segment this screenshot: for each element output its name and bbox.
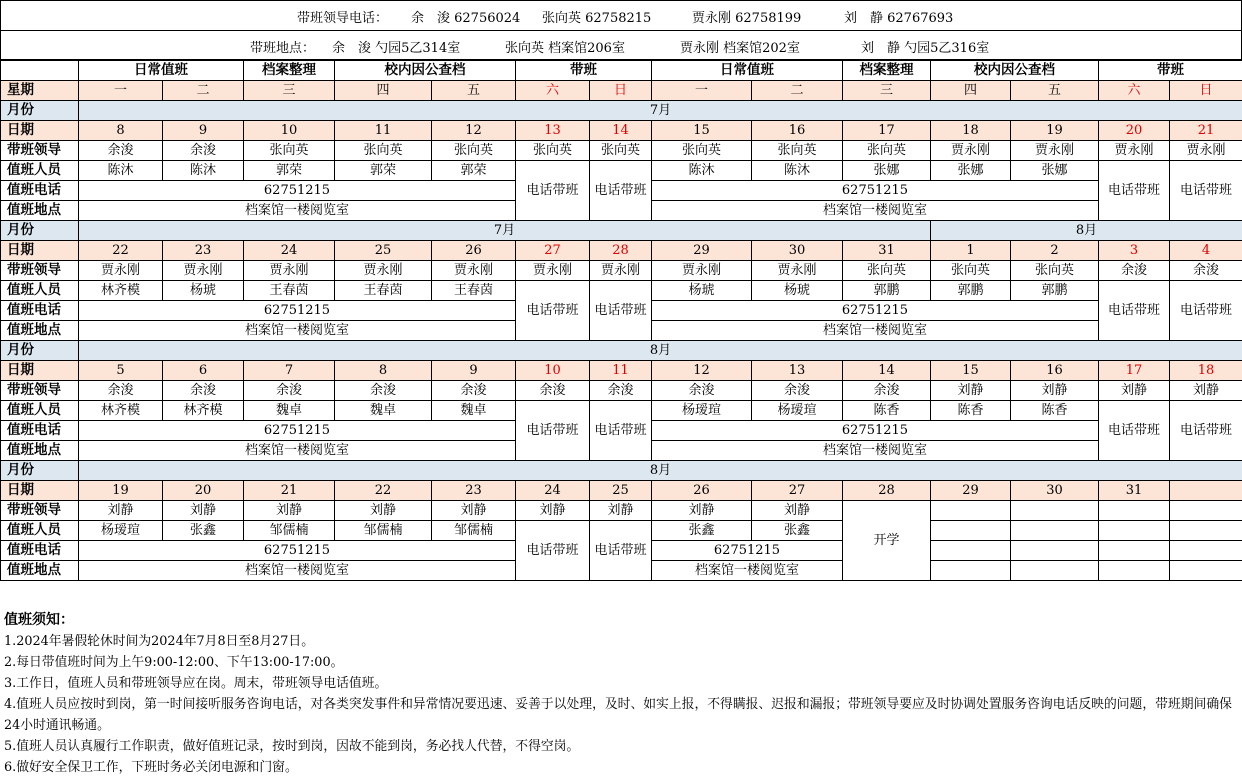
date-cell: 14 (590, 121, 652, 141)
date-cell: 12 (432, 121, 516, 141)
date-row (1, 121, 1242, 141)
leader-cell: 余浚 (1099, 261, 1170, 281)
phone-duty-cell: 电话带班 (516, 161, 590, 221)
leader-cell: 张向英 (432, 141, 516, 161)
leader-cell: 张向英 (335, 141, 432, 161)
month-row (1, 101, 1242, 121)
staff-cell: 邹儒楠 (335, 521, 432, 541)
duty-location-cell: 档案馆一楼阅览室 (79, 561, 516, 581)
leader-cell: 张向英 (1011, 261, 1099, 281)
leader-cell: 刘静 (1170, 381, 1242, 401)
staff-cell: 魏卓 (432, 401, 516, 421)
staff-cell: 陈香 (843, 401, 931, 421)
leader-cell: 刘静 (590, 501, 652, 521)
leader-cell: 贾永刚 (652, 261, 752, 281)
row-label-location: 值班地点 (1, 321, 79, 341)
leader-cell: 贾永刚 (590, 261, 652, 281)
note-item: 5.值班人员认真履行工作职责，做好值班记录，按时到岗，因故不能到岗，务必找人代替，不得空岗。 (4, 739, 580, 754)
leader-cell: 刘静 (244, 501, 335, 521)
weekday-cell: 六 (516, 81, 590, 101)
month-cell: 8月 (931, 221, 1242, 241)
staff-cell: 郭荣 (335, 161, 432, 181)
date-cell: 26 (432, 241, 516, 261)
empty-cell (931, 541, 1011, 561)
empty-cell (1099, 541, 1170, 561)
date-cell: 29 (652, 241, 752, 261)
date-cell: 21 (244, 481, 335, 501)
note-item: 1.2024年暑假轮休时间为2024年7月8日至8月27日。 (4, 634, 315, 649)
leader-cell: 余浚 (79, 381, 163, 401)
leader-cell: 余浚 (163, 381, 244, 401)
weekday-cell: 五 (1011, 81, 1099, 101)
phone-entry: 贾永刚 62758199 (692, 11, 802, 26)
leader-cell: 刘静 (652, 501, 752, 521)
month-row (1, 341, 1242, 361)
date-cell: 22 (335, 481, 432, 501)
staff-row (1, 281, 1242, 301)
leader-cell: 余浚 (335, 381, 432, 401)
duty-phone-cell: 62751215 (79, 181, 516, 201)
date-cell: 8 (335, 361, 432, 381)
leader-row (1, 501, 1242, 521)
date-cell: 6 (163, 361, 244, 381)
category-header: 带班 (1099, 61, 1242, 81)
date-cell: 27 (752, 481, 843, 501)
phone-entry: 刘 静 62767693 (844, 11, 954, 26)
date-cell: 13 (516, 121, 590, 141)
date-cell: 29 (931, 481, 1011, 501)
date-cell: 25 (590, 481, 652, 501)
staff-cell: 陈香 (931, 401, 1011, 421)
row-label-leader: 带班领导 (1, 501, 79, 521)
category-header: 带班 (516, 61, 652, 81)
location-entry: 刘 静 勺园5乙316室 (861, 41, 990, 56)
leader-row (1, 141, 1242, 161)
date-cell: 20 (163, 481, 244, 501)
staff-cell: 张娜 (931, 161, 1011, 181)
date-row (1, 241, 1242, 261)
row-label-location: 值班地点 (1, 561, 79, 581)
date-cell: 11 (590, 361, 652, 381)
weekday-row (1, 81, 1242, 101)
empty-cell (1170, 501, 1242, 521)
leader-cell: 刘静 (432, 501, 516, 521)
date-cell: 16 (1011, 361, 1099, 381)
leader-cell: 贾永刚 (1099, 141, 1170, 161)
date-cell: 13 (752, 361, 843, 381)
duty-notes (4, 610, 1240, 778)
staff-cell: 郭鹏 (931, 281, 1011, 301)
date-row (1, 361, 1242, 381)
phone-duty-cell: 电话带班 (590, 401, 652, 461)
duty-location-cell: 档案馆一楼阅览室 (79, 201, 516, 221)
month-row (1, 221, 1242, 241)
duty-phone-cell: 62751215 (79, 301, 516, 321)
leader-cell: 张向英 (843, 141, 931, 161)
leader-cell: 张向英 (516, 141, 590, 161)
row-label-location: 值班地点 (1, 441, 79, 461)
date-cell: 15 (652, 121, 752, 141)
notes-title: 值班须知： (4, 612, 74, 628)
date-cell: 17 (1099, 361, 1170, 381)
weekday-cell: 日 (590, 81, 652, 101)
phone-duty-cell: 电话带班 (1099, 161, 1170, 221)
category-header: 日常值班 (652, 61, 843, 81)
weekday-cell: 五 (432, 81, 516, 101)
staff-cell: 张娜 (843, 161, 931, 181)
empty-cell (1099, 501, 1170, 521)
phone-duty-cell: 电话带班 (1099, 281, 1170, 341)
date-cell: 23 (432, 481, 516, 501)
row-label-staff: 值班人员 (1, 161, 79, 181)
staff-cell: 王春茵 (432, 281, 516, 301)
staff-cell: 杨瑷瑄 (79, 521, 163, 541)
row-label-date: 日期 (1, 121, 79, 141)
leader-cell: 张向英 (590, 141, 652, 161)
row-label-staff: 值班人员 (1, 281, 79, 301)
date-cell: 5 (79, 361, 163, 381)
school-start-cell: 开学 (843, 501, 931, 581)
staff-cell: 杨瑷瑄 (752, 401, 843, 421)
staff-cell: 张鑫 (163, 521, 244, 541)
date-cell: 4 (1170, 241, 1242, 261)
note-item: 4.值班人员应按时到岗，第一时间接听服务咨询电话，对各类突发事件和异常情况要迅速、妥善于以处理，及时、如实上报，不得瞒报、迟报和漏报；带班领导要应及时协调处置服务咨询电话反映的问题，带班期间确保24小时通讯畅通。 (4, 697, 1232, 733)
duty-location-cell: 档案馆一楼阅览室 (652, 441, 1099, 461)
date-cell: 9 (163, 121, 244, 141)
phone-duty-cell: 电话带班 (1170, 281, 1242, 341)
staff-cell: 杨琥 (652, 281, 752, 301)
date-cell: 11 (335, 121, 432, 141)
month-row (1, 461, 1242, 481)
leader-cell: 余浚 (79, 141, 163, 161)
category-row (1, 61, 1242, 81)
date-cell: 15 (931, 361, 1011, 381)
location-entry: 余 浚 勺园5乙314室 (332, 41, 461, 56)
row-label-staff: 值班人员 (1, 521, 79, 541)
leader-cell: 余浚 (752, 381, 843, 401)
leader-cell: 贾永刚 (432, 261, 516, 281)
date-cell: 9 (432, 361, 516, 381)
staff-cell: 陈沐 (163, 161, 244, 181)
date-cell: 22 (79, 241, 163, 261)
staff-cell: 林齐模 (163, 401, 244, 421)
blank-corner (1, 61, 79, 81)
date-row (1, 481, 1242, 501)
duty-phone-cell: 62751215 (652, 181, 1099, 201)
row-label-phone: 值班电话 (1, 181, 79, 201)
date-cell: 23 (163, 241, 244, 261)
row-label-month: 月份 (1, 341, 79, 361)
date-cell: 28 (590, 241, 652, 261)
staff-cell: 陈沐 (752, 161, 843, 181)
row-label-month: 月份 (1, 101, 79, 121)
location-title: 带班地点： (250, 41, 316, 56)
leader-cell: 贾永刚 (1011, 141, 1099, 161)
staff-cell: 王春茵 (335, 281, 432, 301)
leader-cell: 刘静 (931, 381, 1011, 401)
empty-cell (1011, 521, 1099, 541)
duty-schedule-table (0, 60, 1242, 581)
leader-cell: 张向英 (931, 261, 1011, 281)
month-cell: 8月 (79, 461, 1242, 481)
phone-entry: 张向英 62758215 (542, 11, 652, 26)
weekday-cell: 日 (1170, 81, 1242, 101)
duty-phone-cell: 62751215 (652, 421, 1099, 441)
row-label-leader: 带班领导 (1, 141, 79, 161)
duty-location-cell: 档案馆一楼阅览室 (652, 561, 843, 581)
leader-row (1, 261, 1242, 281)
weekday-cell: 四 (335, 81, 432, 101)
date-cell (1170, 481, 1242, 501)
staff-cell: 杨琥 (163, 281, 244, 301)
leader-cell: 余浚 (516, 381, 590, 401)
date-cell: 21 (1170, 121, 1242, 141)
phone-duty-cell: 电话带班 (1170, 161, 1242, 221)
staff-cell: 张鑫 (652, 521, 752, 541)
staff-cell: 邹儒楠 (244, 521, 335, 541)
date-cell: 3 (1099, 241, 1170, 261)
leader-cell: 贾永刚 (931, 141, 1011, 161)
category-header: 档案整理 (244, 61, 335, 81)
date-cell: 8 (79, 121, 163, 141)
staff-cell: 杨瑷瑄 (652, 401, 752, 421)
weekday-cell: 二 (752, 81, 843, 101)
staff-cell: 陈沐 (79, 161, 163, 181)
phone-entry: 余 浚 62756024 (411, 11, 521, 26)
empty-cell (931, 501, 1011, 521)
weekday-cell: 三 (244, 81, 335, 101)
row-label-date: 日期 (1, 241, 79, 261)
category-header: 档案整理 (843, 61, 931, 81)
leader-cell: 余浚 (843, 381, 931, 401)
row-label-staff: 值班人员 (1, 401, 79, 421)
month-cell: 7月 (79, 221, 931, 241)
date-cell: 19 (1011, 121, 1099, 141)
date-cell: 31 (843, 241, 931, 261)
empty-cell (931, 561, 1011, 581)
staff-cell: 陈沐 (652, 161, 752, 181)
leader-cell: 张向英 (652, 141, 752, 161)
date-cell: 7 (244, 361, 335, 381)
date-cell: 24 (244, 241, 335, 261)
leader-cell: 刘静 (1011, 381, 1099, 401)
leader-cell: 刘静 (335, 501, 432, 521)
weekday-cell: 四 (931, 81, 1011, 101)
row-label-location: 值班地点 (1, 201, 79, 221)
duty-location-cell: 档案馆一楼阅览室 (652, 321, 1099, 341)
leader-cell: 余浚 (652, 381, 752, 401)
row-label-leader: 带班领导 (1, 261, 79, 281)
empty-cell (1011, 541, 1099, 561)
empty-cell (1170, 561, 1242, 581)
date-cell: 12 (652, 361, 752, 381)
duty-phone-cell: 62751215 (652, 301, 1099, 321)
phone-duty-cell: 电话带班 (590, 521, 652, 581)
leader-cell: 余浚 (244, 381, 335, 401)
location-entry: 张向英 档案馆206室 (505, 41, 625, 56)
leader-cell: 余浚 (590, 381, 652, 401)
location-entry: 贾永刚 档案馆202室 (680, 41, 800, 56)
date-cell: 17 (843, 121, 931, 141)
staff-cell: 杨琥 (752, 281, 843, 301)
staff-row (1, 521, 1242, 541)
empty-cell (931, 521, 1011, 541)
leader-location-header (0, 30, 1242, 60)
phone-duty-cell: 电话带班 (516, 521, 590, 581)
leader-cell: 余浚 (1170, 261, 1242, 281)
date-cell: 30 (752, 241, 843, 261)
leader-cell: 贾永刚 (516, 261, 590, 281)
date-cell: 28 (843, 481, 931, 501)
duty-location-cell: 档案馆一楼阅览室 (79, 441, 516, 461)
leader-cell: 刘静 (79, 501, 163, 521)
phone-duty-cell: 电话带班 (516, 281, 590, 341)
weekday-cell: 一 (79, 81, 163, 101)
note-item: 3.工作日，值班人员和带班领导应在岗。周末，带班领导电话值班。 (4, 676, 388, 691)
duty-phone-cell: 62751215 (79, 541, 516, 561)
weekday-cell: 三 (843, 81, 931, 101)
note-item: 2.每日带值班时间为上午9:00-12:00、下午13:00-17:00。 (4, 655, 344, 670)
row-label-date: 日期 (1, 361, 79, 381)
category-header: 校内因公查档 (335, 61, 516, 81)
row-label-phone: 值班电话 (1, 421, 79, 441)
duty-location-cell: 档案馆一楼阅览室 (79, 321, 516, 341)
leader-cell: 余浚 (432, 381, 516, 401)
leader-cell: 刘静 (516, 501, 590, 521)
empty-cell (1011, 561, 1099, 581)
staff-cell: 张鑫 (752, 521, 843, 541)
category-header: 日常值班 (79, 61, 244, 81)
row-label-phone: 值班电话 (1, 541, 79, 561)
empty-cell (1170, 521, 1242, 541)
weekday-cell: 六 (1099, 81, 1170, 101)
leader-cell: 贾永刚 (335, 261, 432, 281)
phone-duty-cell: 电话带班 (590, 161, 652, 221)
phone-duty-cell: 电话带班 (590, 281, 652, 341)
weekday-cell: 二 (163, 81, 244, 101)
leader-cell: 贾永刚 (752, 261, 843, 281)
month-cell: 7月 (79, 101, 1242, 121)
staff-cell: 王春茵 (244, 281, 335, 301)
leader-cell: 张向英 (244, 141, 335, 161)
staff-cell: 郭鹏 (1011, 281, 1099, 301)
leader-phone-header (0, 0, 1242, 30)
leader-cell: 刘静 (163, 501, 244, 521)
row-label-date: 日期 (1, 481, 79, 501)
date-cell: 10 (244, 121, 335, 141)
row-label-leader: 带班领导 (1, 381, 79, 401)
empty-cell (1099, 521, 1170, 541)
leader-cell: 刘静 (1099, 381, 1170, 401)
staff-cell: 魏卓 (335, 401, 432, 421)
row-label-weekday: 星期 (1, 81, 79, 101)
leader-cell: 张向英 (752, 141, 843, 161)
staff-cell: 林齐模 (79, 401, 163, 421)
row-label-month: 月份 (1, 461, 79, 481)
empty-cell (1099, 561, 1170, 581)
leader-cell: 贾永刚 (79, 261, 163, 281)
category-header: 校内因公查档 (931, 61, 1099, 81)
date-cell: 19 (79, 481, 163, 501)
staff-cell: 林齐模 (79, 281, 163, 301)
date-cell: 2 (1011, 241, 1099, 261)
date-cell: 25 (335, 241, 432, 261)
date-cell: 30 (1011, 481, 1099, 501)
note-item: 6.做好安全保卫工作，下班时务必关闭电源和门窗。 (4, 760, 298, 775)
duty-phone-cell: 62751215 (79, 421, 516, 441)
leader-cell: 贾永刚 (1170, 141, 1242, 161)
phone-duty-cell: 电话带班 (1170, 401, 1242, 461)
date-cell: 1 (931, 241, 1011, 261)
date-cell: 18 (1170, 361, 1242, 381)
date-cell: 10 (516, 361, 590, 381)
staff-cell: 张娜 (1011, 161, 1099, 181)
date-cell: 20 (1099, 121, 1170, 141)
date-cell: 18 (931, 121, 1011, 141)
date-cell: 27 (516, 241, 590, 261)
staff-cell: 邹儒楠 (432, 521, 516, 541)
weekday-cell: 一 (652, 81, 752, 101)
date-cell: 26 (652, 481, 752, 501)
row-label-phone: 值班电话 (1, 301, 79, 321)
month-cell: 8月 (79, 341, 1242, 361)
staff-cell: 郭鹏 (843, 281, 931, 301)
phone-title: 带班领导电话： (297, 11, 389, 26)
staff-row (1, 161, 1242, 181)
leader-cell: 刘静 (752, 501, 843, 521)
leader-cell: 张向英 (843, 261, 931, 281)
staff-cell: 魏卓 (244, 401, 335, 421)
empty-cell (1170, 541, 1242, 561)
staff-cell: 郭荣 (432, 161, 516, 181)
staff-cell: 陈香 (1011, 401, 1099, 421)
row-label-month: 月份 (1, 221, 79, 241)
date-cell: 31 (1099, 481, 1170, 501)
date-cell: 16 (752, 121, 843, 141)
empty-cell (1011, 501, 1099, 521)
leader-cell: 贾永刚 (244, 261, 335, 281)
leader-row (1, 381, 1242, 401)
staff-cell: 郭荣 (244, 161, 335, 181)
staff-row (1, 401, 1242, 421)
date-cell: 24 (516, 481, 590, 501)
duty-phone-cell: 62751215 (652, 541, 843, 561)
leader-cell: 余浚 (163, 141, 244, 161)
leader-cell: 贾永刚 (163, 261, 244, 281)
phone-duty-cell: 电话带班 (1099, 401, 1170, 461)
phone-duty-cell: 电话带班 (516, 401, 590, 461)
duty-location-cell: 档案馆一楼阅览室 (652, 201, 1099, 221)
date-cell: 14 (843, 361, 931, 381)
